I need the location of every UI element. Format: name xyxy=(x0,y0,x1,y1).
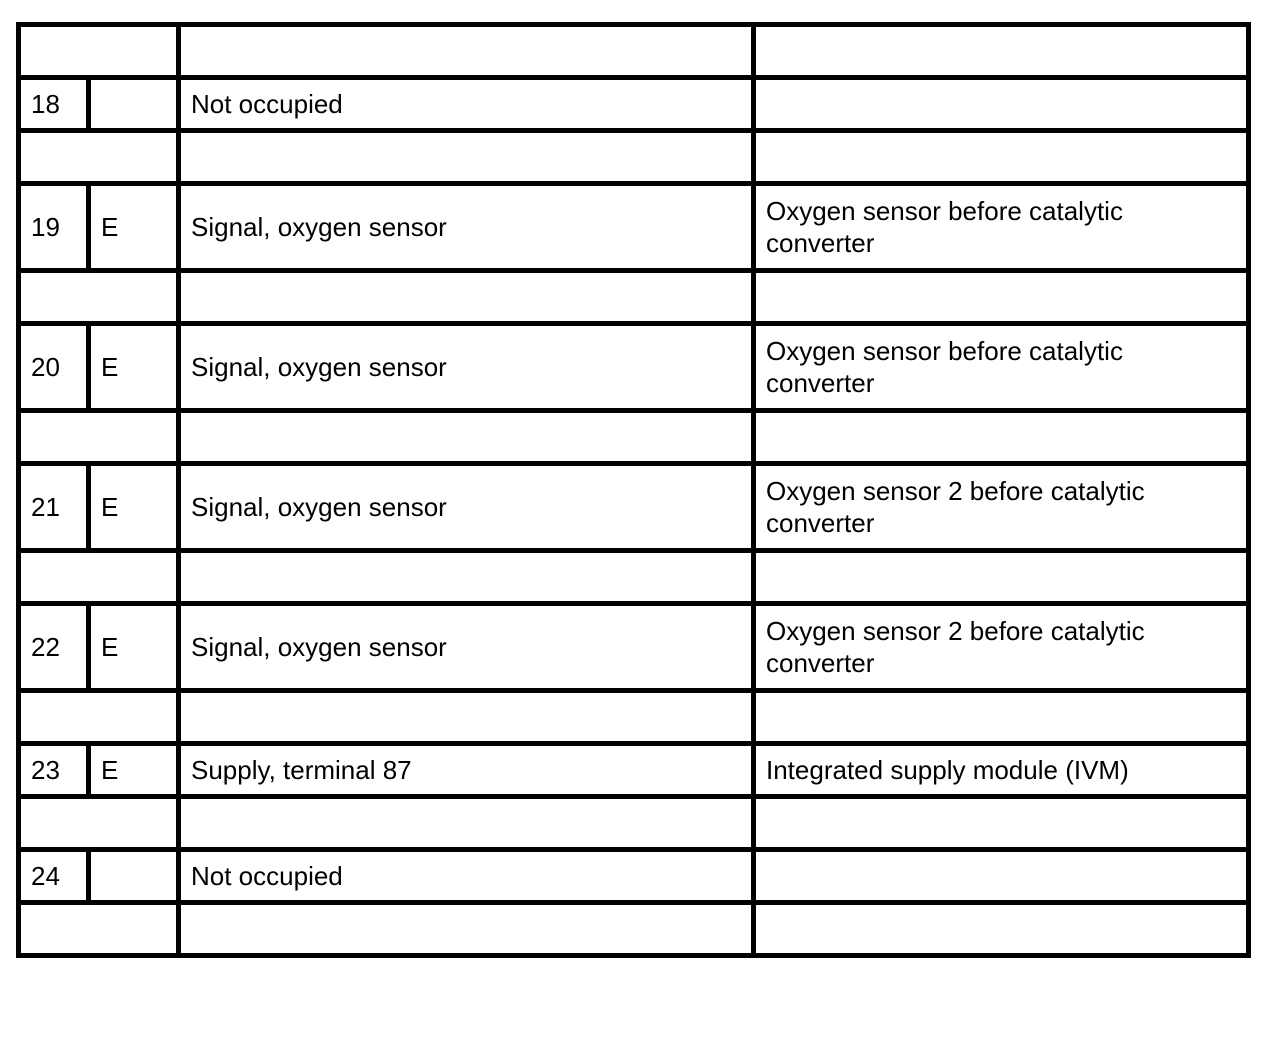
spacer-row xyxy=(19,25,1249,78)
spacer-cell xyxy=(754,131,1249,184)
spacer-row xyxy=(19,551,1249,604)
spacer-cell xyxy=(754,691,1249,744)
pin-number: 23 xyxy=(19,744,89,797)
pin-description: Not occupied xyxy=(179,850,754,903)
spacer-cell xyxy=(19,551,179,604)
spacer-cell xyxy=(179,271,754,324)
table-row xyxy=(19,184,1249,271)
connected-component xyxy=(754,850,1249,903)
signal-direction: E xyxy=(89,184,179,271)
pin-number: 22 xyxy=(19,604,89,691)
spacer-cell xyxy=(754,25,1249,78)
spacer-cell xyxy=(754,271,1249,324)
connected-component: Oxygen sensor before catalytic converter xyxy=(754,184,1249,271)
signal-direction: E xyxy=(89,744,179,797)
pin-number: 19 xyxy=(19,184,89,271)
pin-assignment-table xyxy=(16,22,1251,958)
table-row xyxy=(19,604,1249,691)
signal-direction: E xyxy=(89,324,179,411)
spacer-row xyxy=(19,411,1249,464)
spacer-row xyxy=(19,691,1249,744)
spacer-cell xyxy=(179,411,754,464)
pin-description: Not occupied xyxy=(179,78,754,131)
pin-description: Signal, oxygen sensor xyxy=(179,184,754,271)
pin-number: 24 xyxy=(19,850,89,903)
spacer-cell xyxy=(19,691,179,744)
spacer-row xyxy=(19,797,1249,850)
signal-direction xyxy=(89,78,179,131)
pin-number: 20 xyxy=(19,324,89,411)
pin-description: Signal, oxygen sensor xyxy=(179,604,754,691)
table-row xyxy=(19,78,1249,131)
connected-component: Oxygen sensor before catalytic converter xyxy=(754,324,1249,411)
connected-component: Integrated supply module (IVM) xyxy=(754,744,1249,797)
pin-description: Signal, oxygen sensor xyxy=(179,324,754,411)
spacer-row xyxy=(19,271,1249,324)
table-row xyxy=(19,744,1249,797)
spacer-cell xyxy=(179,797,754,850)
spacer-cell xyxy=(19,25,179,78)
spacer-row xyxy=(19,903,1249,956)
signal-direction xyxy=(89,850,179,903)
connected-component xyxy=(754,78,1249,131)
table-row xyxy=(19,850,1249,903)
spacer-cell xyxy=(19,411,179,464)
pin-description: Signal, oxygen sensor xyxy=(179,464,754,551)
table-row xyxy=(19,464,1249,551)
spacer-cell xyxy=(19,271,179,324)
table-row xyxy=(19,324,1249,411)
connected-component: Oxygen sensor 2 before catalytic converter xyxy=(754,464,1249,551)
spacer-cell xyxy=(754,411,1249,464)
pin-number: 21 xyxy=(19,464,89,551)
spacer-cell xyxy=(179,131,754,184)
signal-direction: E xyxy=(89,604,179,691)
signal-direction: E xyxy=(89,464,179,551)
spacer-row xyxy=(19,131,1249,184)
spacer-cell xyxy=(179,25,754,78)
spacer-cell xyxy=(754,551,1249,604)
spacer-cell xyxy=(19,797,179,850)
spacer-cell xyxy=(19,131,179,184)
spacer-cell xyxy=(179,903,754,956)
connected-component: Oxygen sensor 2 before catalytic converter xyxy=(754,604,1249,691)
pin-description: Supply, terminal 87 xyxy=(179,744,754,797)
spacer-cell xyxy=(19,903,179,956)
spacer-cell xyxy=(754,797,1249,850)
spacer-cell xyxy=(754,903,1249,956)
pin-number: 18 xyxy=(19,78,89,131)
spacer-cell xyxy=(179,691,754,744)
spacer-cell xyxy=(179,551,754,604)
